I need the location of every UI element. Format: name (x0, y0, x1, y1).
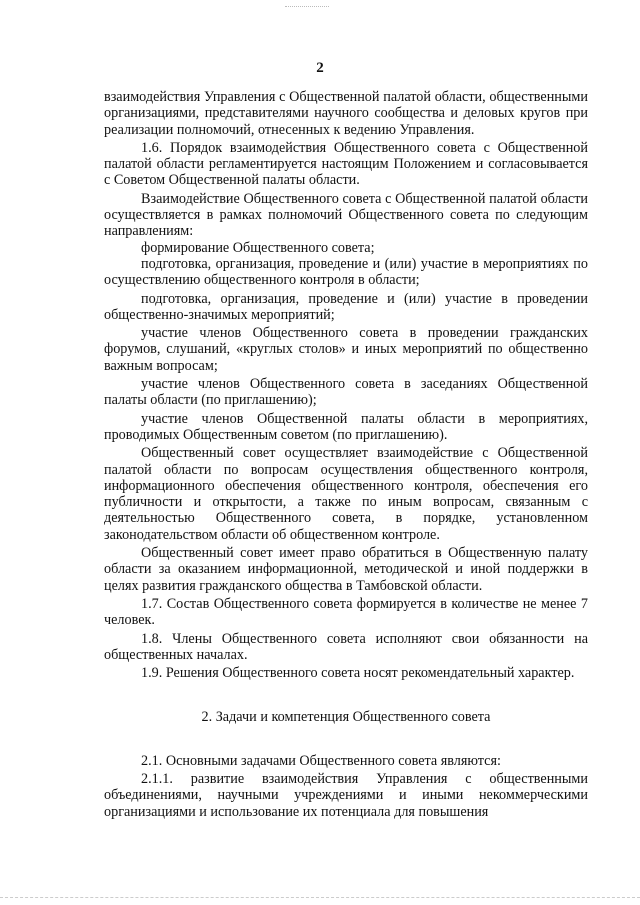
paragraph-2-1: 2.1. Основными задачами Общественного совета являются: (141, 752, 501, 769)
paragraph-right-to-appeal: Общественный совет имеет право обратиться в Общественную палату области за оказанием информационной, методической и иной поддержки в целях развития гражданского общества в Тамбовской области. (104, 545, 588, 594)
list-item-council-events: участие членов Общественной палаты области в мероприятиях, проводимых Общественным советом (по приглашению). (104, 410, 588, 443)
section-heading: 2. Задачи и компетенция Общественного совета (201, 709, 491, 726)
document-body (104, 89, 588, 820)
list-item-formation: формирование Общественного совета; (141, 239, 375, 256)
scan-artifact-bottom (0, 897, 640, 899)
paragraph-interaction-scope: Общественный совет осуществляет взаимодействие с Общественной палатой области по вопросам осуществления общественного контроля, информационного обеспечения общественного контроля, обеспечения его публичности и открытости, а также по иным вопросам, связанным с деятельностью Общественного совета, в порядке, установленном законодательством области об общественном контроле. (104, 445, 588, 543)
paragraph-interaction-directions: Взаимодействие Общественного совета с Общественной палатой области осуществляется в рамках полномочий Общественного совета по следующим направлениям: (104, 190, 588, 240)
paragraph-continuation: взаимодействия Управления с Общественной палатой области, общественными организациями, представителями научного сообщества и деловых кругов при реализации полномочий, отнесенных к ведению Управления. (104, 89, 588, 138)
page-number: 2 (316, 60, 324, 76)
scan-artifact-top (285, 6, 329, 8)
list-item-civil-forums: участие членов Общественного совета в проведении гражданских форумов, слушаний, «круглых столов» и иных мероприятий по общественно важным вопросам; (104, 325, 588, 374)
list-item-chamber-meetings: участие членов Общественного совета в заседаниях Общественной палаты области (по приглашению); (104, 376, 588, 409)
paragraph-1-8: 1.8. Члены Общественного совета исполняют свои обязанности на общественных началах. (104, 630, 588, 663)
paragraph-1-6: 1.6. Порядок взаимодействия Общественного совета с Общественной палатой области регламентируется настоящим Положением и согласовывается с Советом Общественной палаты области. (104, 139, 588, 189)
paragraph-1-7: 1.7. Состав Общественного совета формируется в количестве не менее 7 человек. (104, 595, 588, 629)
paragraph-2-1-1: 2.1.1. развитие взаимодействия Управления с общественными объединениями, научными учреждениями и иными некоммерческими организациями и использование их потенциала для повышения (104, 770, 588, 820)
list-item-significant-events: подготовка, организация, проведение и (или) участие в проведении общественно-значимых мероприятий; (104, 290, 588, 323)
list-item-public-control-events: подготовка, организация, проведение и (или) участие в мероприятиях по осуществлению общественного контроля в области; (104, 255, 588, 289)
paragraph-1-9: 1.9. Решения Общественного совета носят рекомендательный характер. (141, 665, 575, 682)
